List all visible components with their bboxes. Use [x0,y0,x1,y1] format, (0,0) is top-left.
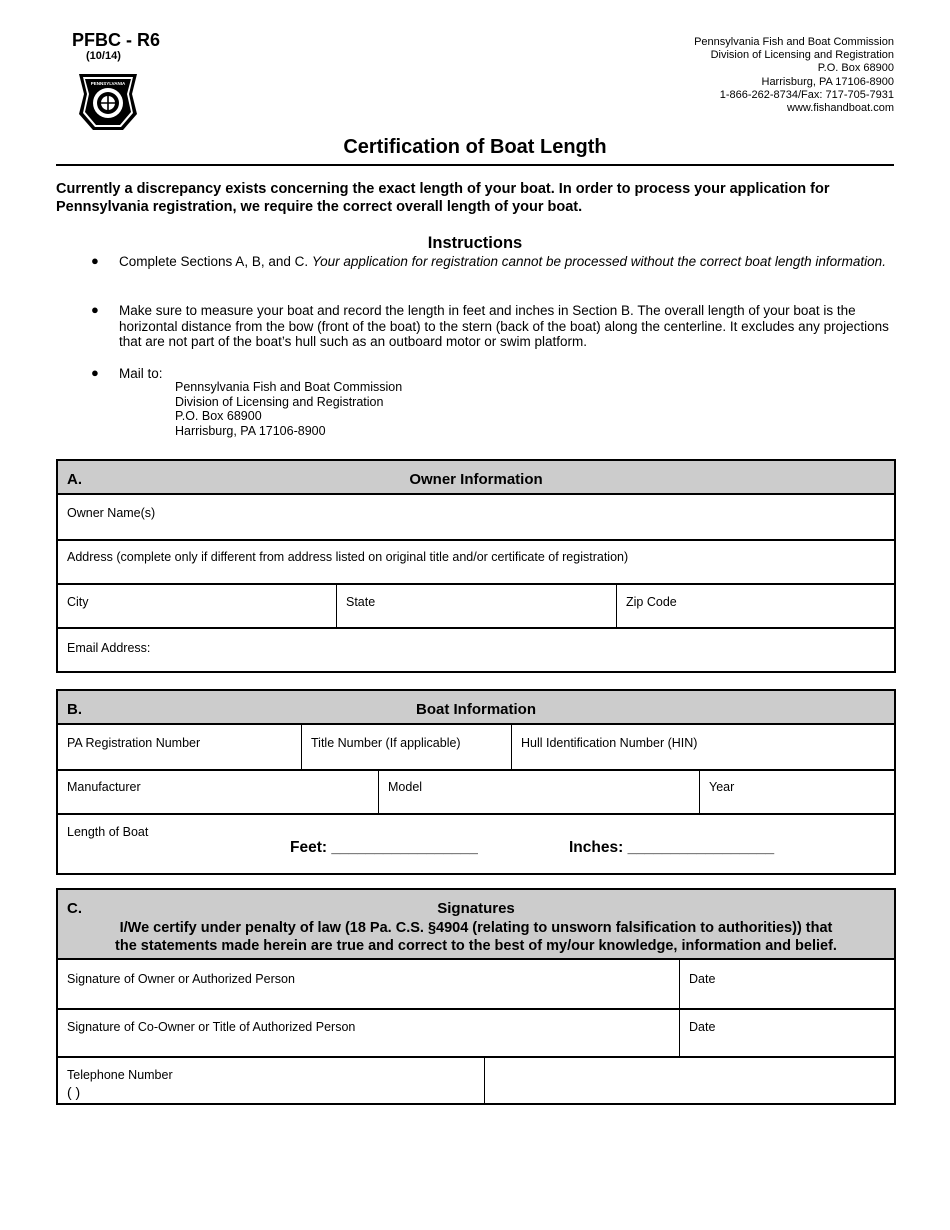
mail-line: Division of Licensing and Registration [175,394,384,409]
column-divider [301,725,302,769]
column-divider [616,583,617,627]
instruction-3: Mail to: [119,366,163,381]
agency-website: www.fishandboat.com [787,102,894,115]
owner-signature-field[interactable]: Signature of Owner or Authorized Person [67,972,295,986]
email-address-field[interactable]: Email Address: [67,641,151,655]
title-number-field[interactable]: Title Number (If applicable) [311,736,461,750]
row-divider [58,813,894,815]
form-revision: (10/14) [86,50,121,62]
hin-field[interactable]: Hull Identification Number (HIN) [521,736,698,750]
agency-line: Harrisburg, PA 17106-8900 [761,75,894,88]
year-field[interactable]: Year [709,780,735,794]
logo-text-top: PENNSYLVANIA [90,81,126,86]
length-of-boat-label: Length of Boat [67,825,149,839]
bullet-icon: ● [91,253,99,268]
certification-statement [58,919,894,955]
row-divider [58,769,894,771]
column-divider [511,725,512,769]
agency-line: Division of Licensing and Registration [710,49,894,62]
column-divider [336,583,337,627]
agency-address-block [694,36,894,115]
section-letter: B. [67,701,82,718]
manufacturer-field[interactable]: Manufacturer [67,780,141,794]
section-title: Signatures [437,900,515,917]
page-title: Certification of Boat Length [343,136,607,158]
column-divider [484,1056,485,1103]
coowner-signature-field[interactable]: Signature of Co-Owner or Title of Authorized Person [67,1020,356,1034]
instruction-1-italic: Your application for registration cannot be processed without the correct boat length information. [311,254,886,269]
mail-line: P.O. Box 68900 [175,409,262,423]
pa-registration-number-field[interactable]: PA Registration Number [67,736,201,750]
agency-line: P.O. Box 68900 [817,62,894,75]
column-divider [378,769,379,813]
agency-line: 1-866-262-8734/Fax: 717-705-7931 [719,88,894,101]
row-divider [58,1008,894,1010]
row-divider [58,627,894,629]
telephone-number-field[interactable]: ( ) [67,1084,81,1100]
intro-paragraph: Currently a discrepancy exists concerning the exact length of your boat. In order to process your application for Pennsylvania registration, we require the correct overall length of your boat. [56,181,830,215]
model-field[interactable]: Model [388,780,423,794]
bullet-icon: ● [91,365,99,380]
bullet-icon: ● [91,302,99,317]
commission-seal-logo [75,68,141,134]
length-inches-field[interactable]: Inches: _________________ [569,839,775,856]
telephone-number-label: Telephone Number [67,1068,173,1082]
row-divider [58,539,894,541]
section-b-boat-information [56,689,896,875]
certification-line: the statements made herein are true and correct to the best of my/our knowledge, information and belief. [115,938,837,954]
column-divider [699,769,700,813]
mail-line: Harrisburg, PA 17106-8900 [175,423,326,438]
section-letter: A. [67,471,82,488]
column-divider [679,960,680,1008]
section-a-owner-information [56,459,896,673]
state-field[interactable]: State [346,595,376,609]
mail-line: Pennsylvania Fish and Boat Commission [175,380,403,394]
owner-signature-date-field[interactable]: Date [689,972,716,986]
coowner-signature-date-field[interactable]: Date [689,1020,716,1034]
owner-names-field[interactable]: Owner Name(s) [67,506,156,520]
section-a-header [58,461,894,495]
section-title: Boat Information [416,701,536,718]
city-field[interactable]: City [67,595,89,609]
mail-to-address [175,380,402,438]
section-letter: C. [67,900,82,917]
zip-code-field[interactable]: Zip Code [626,595,677,609]
section-b-header [58,691,894,725]
length-feet-field[interactable]: Feet: _________________ [290,839,478,856]
section-c-header [58,890,894,960]
instruction-1 [119,254,899,270]
instruction-2: Make sure to measure your boat and record the length in feet and inches in Section B. The overall length of your boat is the horizontal distance from the bow (front of the boat) to the stern (back of the boat) along the centerline. It excludes any projections that are not part of the boat’s hull such as an outboard motor or swim platform. [119,303,889,349]
instruction-1-plain: Complete Sections A, B, and C. [119,254,312,269]
title-divider [56,164,894,166]
agency-line: Pennsylvania Fish and Boat Commission [694,36,894,48]
instructions-heading: Instructions [427,234,523,252]
row-divider [58,1056,894,1058]
column-divider [679,1008,680,1056]
form-id: PFBC - R6 [72,30,161,50]
row-divider [58,583,894,585]
address-field[interactable]: Address (complete only if different from address listed on original title and/or certificate of registration) [67,550,629,564]
section-c-signatures [56,888,896,1105]
certification-line: I/We certify under penalty of law (18 Pa. C.S. §4904 (relating to unsworn falsification to authorities)) that [119,920,833,936]
section-title: Owner Information [409,471,543,488]
